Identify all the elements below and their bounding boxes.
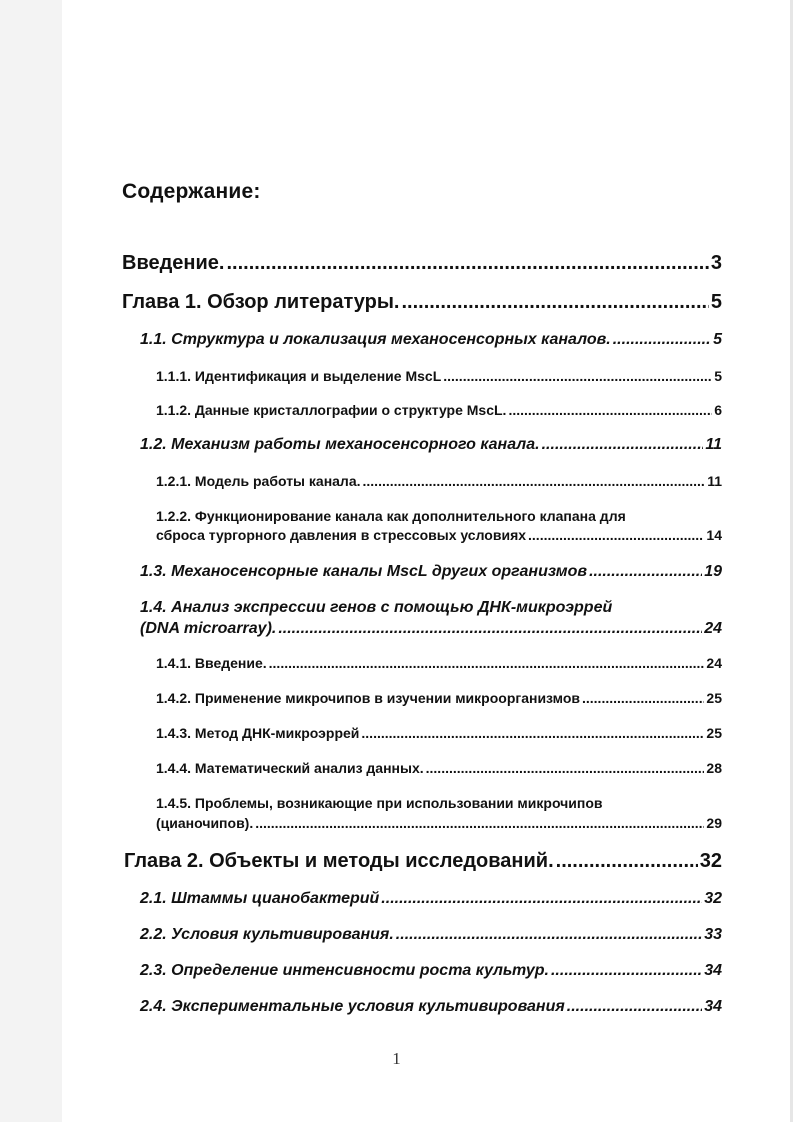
dot-leader: [361, 725, 704, 741]
dot-leader: [551, 962, 702, 980]
toc-entry-title: 2.4. Экспериментальные условия культивирования: [140, 998, 565, 1015]
dot-leader: [255, 815, 704, 831]
toc-entry-title: 2.2. Условия культивирования.: [140, 926, 394, 943]
toc-entry-section-2-1[interactable]: [140, 890, 722, 908]
toc-entry-section-1-3[interactable]: [140, 563, 722, 581]
toc-entry-section-1-2-2[interactable]: [156, 527, 722, 543]
toc-entry-title: 1.4.3. Метод ДНК-микроэррей: [156, 725, 360, 741]
toc-entry-page: 19: [704, 563, 722, 580]
dot-leader: [528, 527, 704, 543]
dot-leader: [542, 436, 704, 454]
toc-entry-page: 24: [706, 655, 722, 671]
dot-leader: [278, 620, 702, 638]
toc-entry-page: 25: [706, 690, 722, 706]
toc-entry-page: 5: [714, 368, 722, 384]
toc-entry-section-1-2[interactable]: [140, 436, 722, 454]
toc-entry-title: 1.2. Механизм работы механосенсорного канала.: [140, 436, 540, 453]
dot-leader: [426, 760, 705, 776]
page-number: 1: [392, 1049, 401, 1068]
toc-entry-page: 34: [704, 962, 722, 979]
toc-entry-title: сброса тургорного давления в стрессовых условиях: [156, 527, 527, 543]
dot-leader: [556, 850, 698, 873]
toc-entry-page: 6: [714, 402, 722, 418]
toc-entry-page: 32: [704, 890, 722, 907]
dot-leader: [363, 473, 706, 489]
toc-entry-page: 5: [710, 291, 722, 313]
toc-entry-title: 1.4.1. Введение.: [156, 655, 267, 671]
toc-entry-title: 2.1. Штаммы цианобактерий: [140, 890, 380, 907]
dot-leader: [443, 368, 712, 384]
toc-entry-section-1-4-line1[interactable]: 1.4. Анализ экспрессии генов с помощью ДНК-микроэррей: [140, 599, 613, 616]
dot-leader: [269, 655, 705, 671]
toc-entry-title: Введение.: [122, 252, 225, 274]
toc-entry-page: 25: [706, 725, 722, 741]
dot-leader: [401, 291, 708, 314]
toc-entry-section-1-4-5-line1[interactable]: 1.4.5. Проблемы, возникающие при использовании микрочипов: [156, 795, 603, 811]
toc-entry-section-1-4-1[interactable]: [156, 655, 722, 671]
toc-entry-section-2-3[interactable]: [140, 962, 722, 980]
toc-entry-section-1-4-2[interactable]: [156, 690, 722, 706]
toc-entry-section-1-2-2-line1[interactable]: 1.2.2. Функционирование канала как дополнительного клапана для: [156, 508, 626, 524]
toc-entry-chapter-1[interactable]: [122, 291, 722, 314]
toc-entry-title: 2.3. Определение интенсивности роста культур.: [140, 962, 549, 979]
dot-leader: [381, 890, 702, 908]
toc-entry-chapter-2[interactable]: [124, 850, 722, 873]
toc-entry-page: 11: [705, 436, 722, 453]
toc-entry-title: Глава 2. Объекты и методы исследований.: [124, 850, 554, 872]
toc-entry-page: 29: [706, 815, 722, 831]
toc-entry-section-1-4-5[interactable]: [156, 815, 722, 831]
toc-entry-introduction[interactable]: [122, 252, 722, 275]
toc-entry-page: 14: [706, 527, 722, 543]
toc-entry-title: (DNA microarray).: [140, 620, 277, 637]
toc-heading: Содержание:: [122, 180, 261, 203]
toc-entry-title: 1.1.1. Идентификация и выделение MscL: [156, 368, 442, 384]
toc-entry-title: 1.4.4. Математический анализ данных.: [156, 760, 424, 776]
toc-entry-section-1-1[interactable]: [140, 331, 722, 349]
toc-entry-section-1-4-4[interactable]: [156, 760, 722, 776]
dot-leader: [508, 402, 712, 418]
dot-leader: [567, 998, 702, 1016]
toc-entry-section-1-1-1[interactable]: [156, 368, 722, 384]
toc-entry-title: 1.2.1. Модель работы канала.: [156, 473, 361, 489]
toc-entry-section-1-4-3[interactable]: [156, 725, 722, 741]
toc-entry-page: 3: [710, 252, 722, 274]
dot-leader: [589, 563, 702, 581]
toc-entry-page: 5: [713, 331, 722, 348]
toc-entry-page: 32: [699, 850, 722, 872]
toc-entry-page: 24: [704, 620, 722, 637]
dot-leader: [226, 252, 708, 275]
toc-entry-page: 33: [704, 926, 722, 943]
dot-leader: [582, 690, 704, 706]
toc-entry-page: 11: [707, 473, 722, 489]
toc-entry-section-1-1-2[interactable]: [156, 402, 722, 418]
toc-entry-section-1-2-1[interactable]: [156, 473, 722, 489]
dot-leader: [396, 926, 702, 944]
toc-entry-page: 34: [704, 998, 722, 1015]
dot-leader: [613, 331, 711, 349]
toc-entry-title: 1.1.2. Данные кристаллографии о структуре MscL.: [156, 402, 507, 418]
toc-entry-title: 1.1. Структура и локализация механосенсорных каналов.: [140, 331, 611, 348]
toc-entry-title: Глава 1. Обзор литературы.: [122, 291, 400, 313]
toc-entry-title: (цианочипов).: [156, 815, 254, 831]
toc-entry-section-2-4[interactable]: [140, 998, 722, 1016]
toc-entry-section-1-4[interactable]: [140, 620, 722, 638]
toc-entry-title: 1.4.2. Применение микрочипов в изучении микроорганизмов: [156, 690, 580, 706]
toc-entry-title: 1.3. Механосенсорные каналы MscL других организмов: [140, 563, 588, 580]
toc-entry-section-2-2[interactable]: [140, 926, 722, 944]
toc-entry-page: 28: [706, 760, 722, 776]
